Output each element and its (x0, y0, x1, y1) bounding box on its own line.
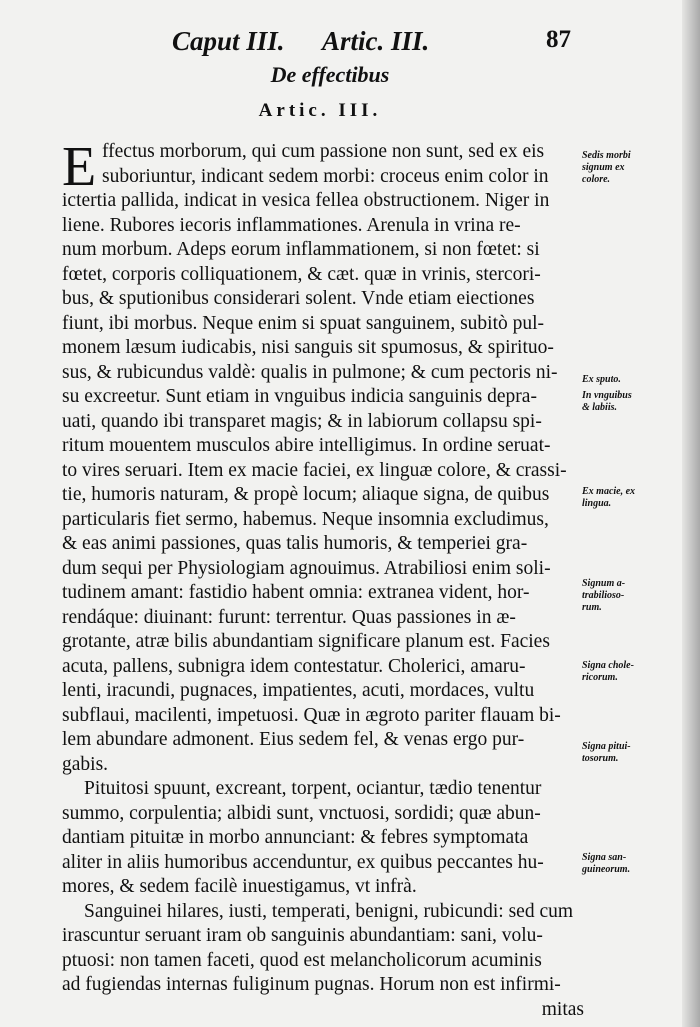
text-line: suboriuntur, indicant sedem morbi: croceus enim color in (102, 165, 549, 187)
text-line: ritum mouentem musculos abire intelligimus. In ordine seruat- (62, 435, 551, 456)
text-line: subflaui, macilenti, impetuosi. Quæ in ægroto pariter flauam bi- (62, 704, 561, 726)
text-line: bus, & sputionibus considerari solent. Vnde etiam eiectiones (62, 288, 535, 309)
text-line: irascuntur seruant iram ob sanguinis abundantiam: sani, volu- (62, 925, 543, 946)
text-line: acuta, pallens, subnigra idem contestatur. Cholerici, amaru- (62, 655, 526, 677)
text-line: fœtet, corporis colliquationem, & cæt. quæ in vrinis, stercori- (62, 263, 541, 285)
text-line: rendáque: diuinant: furunt: terrentur. Quas passiones in æ- (62, 606, 516, 628)
text-line: fiunt, ibi morbus. Neque enim si spuat sanguinem, subitò pul- (62, 312, 545, 334)
text-line: ictertia pallida, indicat in vesica fellea obstructionem. Niger in (62, 190, 550, 211)
running-head-article: Artic. III. (322, 26, 430, 56)
margin-note: Signa pitui- tosorum. (582, 741, 631, 764)
text-line: uati, quando ibi transparet magis; & in labiorum collapsu spi- (62, 410, 542, 432)
text-line: su excreetur. Sunt etiam in vnguibus indicia sanguinis depra- (62, 386, 537, 407)
text-line: aliter in aliis humoribus accenduntur, ex quibus peccantes hu- (62, 851, 544, 873)
text-line: particularis fiet sermo, habemus. Neque insomnia excludimus, (62, 508, 549, 530)
margin-note: Signa chole- ricorum. (582, 660, 634, 683)
text-line: monem læsum iudicabis, nisi sanguis sit spumosus, & spirituo- (62, 337, 554, 358)
text-line: gabis. (62, 753, 109, 775)
text-line: dum sequi per Physiologiam agnouimus. Atrabiliosi enim soli- (62, 557, 551, 579)
text-line: mores, & sedem facilè inuestigamus, vt infrà. (62, 876, 417, 897)
text-line: & eas animi passiones, quas talis humoris, & temperiei gra- (62, 533, 528, 554)
drop-cap: E (62, 136, 97, 198)
text-line: liene. Rubores iecoris inflammationes. Arenula in vrina re- (62, 214, 521, 236)
margin-note: Signum a- trabilioso- rum. (582, 578, 626, 613)
text-line: tudinem amant: fastidio habent omnia: extranea vident, hor- (62, 582, 530, 603)
section-heading: Artic. III. (258, 100, 382, 121)
page-subtitle: De effectibus (270, 62, 390, 87)
text-line: sus, & rubicundus valdè: qualis in pulmone; & cum pectoris ni- (62, 361, 558, 383)
running-head (0, 26, 700, 60)
margin-note: In vnguibus & labiis. (582, 390, 632, 413)
text-line: lem abundare admonent. Eius sedem fel, & venas ergo pur- (62, 729, 525, 750)
text-line: ad fugiendas internas fuliginum pugnas. Horum non est infirmi- (62, 974, 561, 995)
text-line: ffectus morborum, qui cum passione non sunt, sed ex eis (102, 141, 545, 162)
text-line: tie, humoris naturam, & propè locum; aliaque signa, de quibus (62, 484, 550, 505)
text-line: Pituitosi spuunt, excreant, torpent, ociantur, tædio tenentur (84, 778, 542, 799)
text-line: num morbum. Adeps eorum inflammationem, si non fœtet: si (62, 239, 540, 260)
running-head-chapter: Caput III. (172, 26, 285, 56)
margin-note: Signa san- guineorum. (582, 852, 631, 875)
text-line: Sanguinei hilares, iusti, temperati, benigni, rubicundi: sed cum (84, 900, 574, 922)
text-line: lenti, iracundi, pugnaces, impatientes, acuti, mordaces, vultu (62, 680, 535, 701)
text-line: ptuosi: non tamen faceti, quod est melancholicorum acuminis (62, 949, 542, 971)
text-line: dantiam pituitæ in morbo annunciant: & febres symptomata (62, 827, 529, 848)
body-text (62, 136, 584, 1022)
catchword: mitas (541, 998, 584, 1020)
text-line: summo, corpulentia; albidi sunt, vnctuosi, sordidi; quæ abun- (62, 802, 541, 824)
page-number: 87 (546, 26, 571, 53)
margin-note: Ex sputo. (582, 374, 621, 385)
text-line: to vires seruari. Item ex macie faciei, ex linguæ colore, & crassi- (62, 459, 567, 481)
margin-note: Ex macie, ex lingua. (582, 486, 636, 509)
margin-note: Sedis morbi signum ex colore. (582, 150, 631, 185)
text-line: grotante, atræ bilis abundantiam significare planum est. Facies (62, 631, 550, 652)
